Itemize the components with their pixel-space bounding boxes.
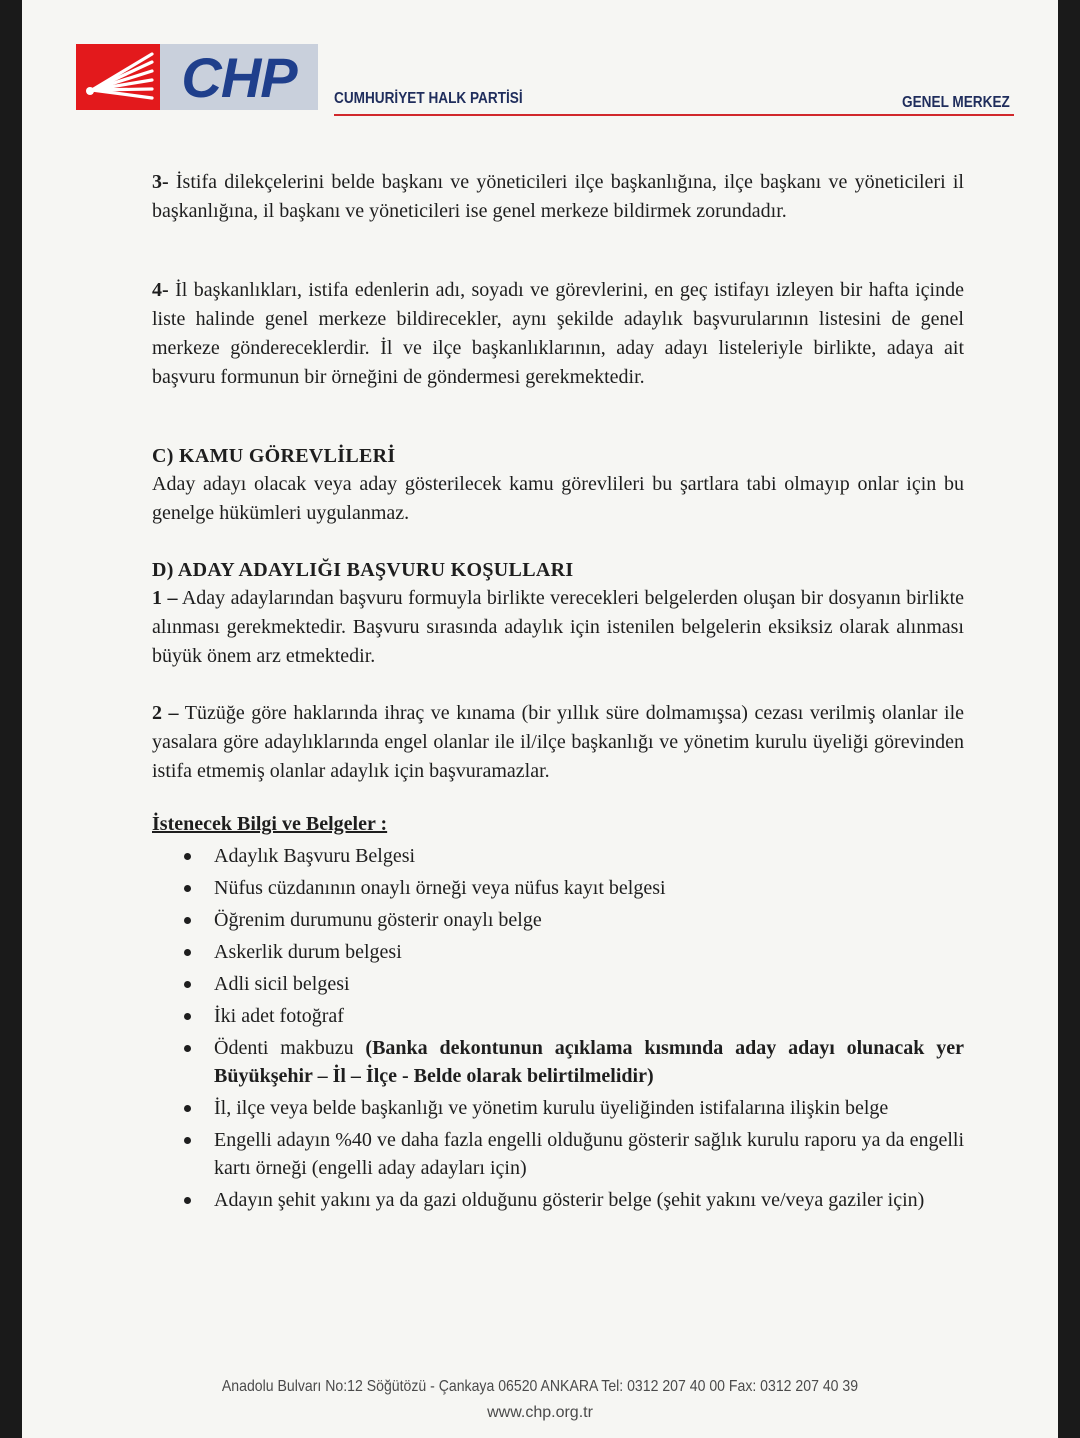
document-body — [152, 168, 964, 1218]
dept-name: GENEL MERKEZ — [902, 94, 1010, 111]
item-text: Tüzüğe göre haklarında ihraç ve kınama (bir yıllık süre dolmamışsa) cezası verilmiş olanlar ile yasalara göre adaylıklarında engel olanlar ile il/ilçe başkanlığı ve yönetim kurulu üyeliği görevinden istifa etmemiş olanlar adaylık için başvuramazlar. — [152, 702, 964, 782]
list-item: Öğrenim durumunu gösterir onaylı belge — [152, 906, 964, 934]
header-rule — [334, 114, 1014, 116]
list-item-payment — [152, 1034, 964, 1090]
payment-label: Ödenti makbuzu — [214, 1037, 366, 1059]
item-number: 2 – — [152, 702, 179, 724]
list-item: Adaylık Başvuru Belgesi — [152, 842, 964, 870]
item-text: Aday adaylarından başvuru formuyla birlikte verecekleri belgelerden oluşan bir dosyanın birlikte alınması gerekmektedir. Başvuru sırasında adaylık için istenilen belgelerin eksiksiz olarak alınması büyük önem arz etmektedir. — [152, 587, 965, 667]
document-page — [22, 0, 1058, 1438]
section-d-paragraph-2 — [152, 699, 964, 786]
list-item: İki adet fotoğraf — [152, 1002, 964, 1030]
paragraph-item-4 — [152, 276, 964, 392]
chp-logo — [76, 44, 318, 110]
footer-website: www.chp.org.tr — [487, 1404, 593, 1421]
list-item: Engelli adayın %40 ve daha fazla engelli olduğunu gösterir sağlık kurulu raporu ya da engelli kartı örneği (engelli aday adayları için) — [152, 1126, 964, 1182]
list-item: Adayın şehit yakını ya da gazi olduğunu gösterir belge (şehit yakını ve/veya gaziler için) — [152, 1186, 964, 1214]
payment-note: (Banka dekontunun açıklama kısmında aday adayı olunacak yer Büyükşehir – İl – İlçe - Belde olarak belirtilmelidir) — [214, 1037, 964, 1087]
item-number: 1 – — [152, 587, 178, 609]
section-c-text: Aday adayı olacak veya aday gösterilecek kamu görevlileri bu şartlara tabi olmayıp onlar için bu genelge hükümleri uygulanmaz. — [152, 473, 964, 524]
item-text: İstifa dilekçelerini belde başkanı ve yöneticileri ilçe başkanlığına, ilçe başkanı ve yöneticileri il başkanlığına, il başkanı ve yöneticileri ise genel merkeze bildirmek zorundadır. — [152, 171, 964, 222]
section-d-title: D) ADAY ADAYLIĞI BAŞVURU KOŞULLARI — [152, 559, 574, 581]
documents-title: İstenecek Bilgi ve Belgeler : — [152, 813, 388, 835]
item-text: İl başkanlıkları, istifa edenlerin adı, soyadı ve görevlerini, en geç istifayı izleyen bir hafta içinde liste halinde genel merkeze bildirecekler, aynı şekilde adaylık başvurularının listesini de genel merkeze göndereceklerdir. İl ve ilçe başkanlıklarının, aday adayı listeleriyle birlikte, adaya ait başvuru formunun bir örneğini de göndermesi gerekmektedir. — [152, 279, 964, 388]
paragraph-item-3 — [152, 168, 964, 226]
documents-list — [152, 842, 964, 1214]
org-name: CUMHURİYET HALK PARTİSİ — [334, 90, 523, 107]
logo-text: CHP — [160, 44, 318, 110]
footer-address: Anadolu Bulvarı No:12 Söğütözü - Çankaya 06520 ANKARA Tel: 0312 207 40 00 Fax: 0312 207 40 39 — [221, 1378, 859, 1395]
list-item: Askerlik durum belgesi — [152, 938, 964, 966]
item-number: 4- — [152, 279, 169, 301]
section-d-paragraph-1 — [152, 584, 964, 671]
six-arrows-icon — [76, 44, 160, 110]
section-c-title: C) KAMU GÖREVLİLERİ — [152, 445, 396, 467]
list-item: İl, ilçe veya belde başkanlığı ve yönetim kurulu üyeliğinden istifalarına ilişkin belge — [152, 1094, 964, 1122]
list-item: Adli sicil belgesi — [152, 970, 964, 998]
list-item: Nüfus cüzdanının onaylı örneği veya nüfus kayıt belgesi — [152, 874, 964, 902]
item-number: 3- — [152, 171, 169, 193]
